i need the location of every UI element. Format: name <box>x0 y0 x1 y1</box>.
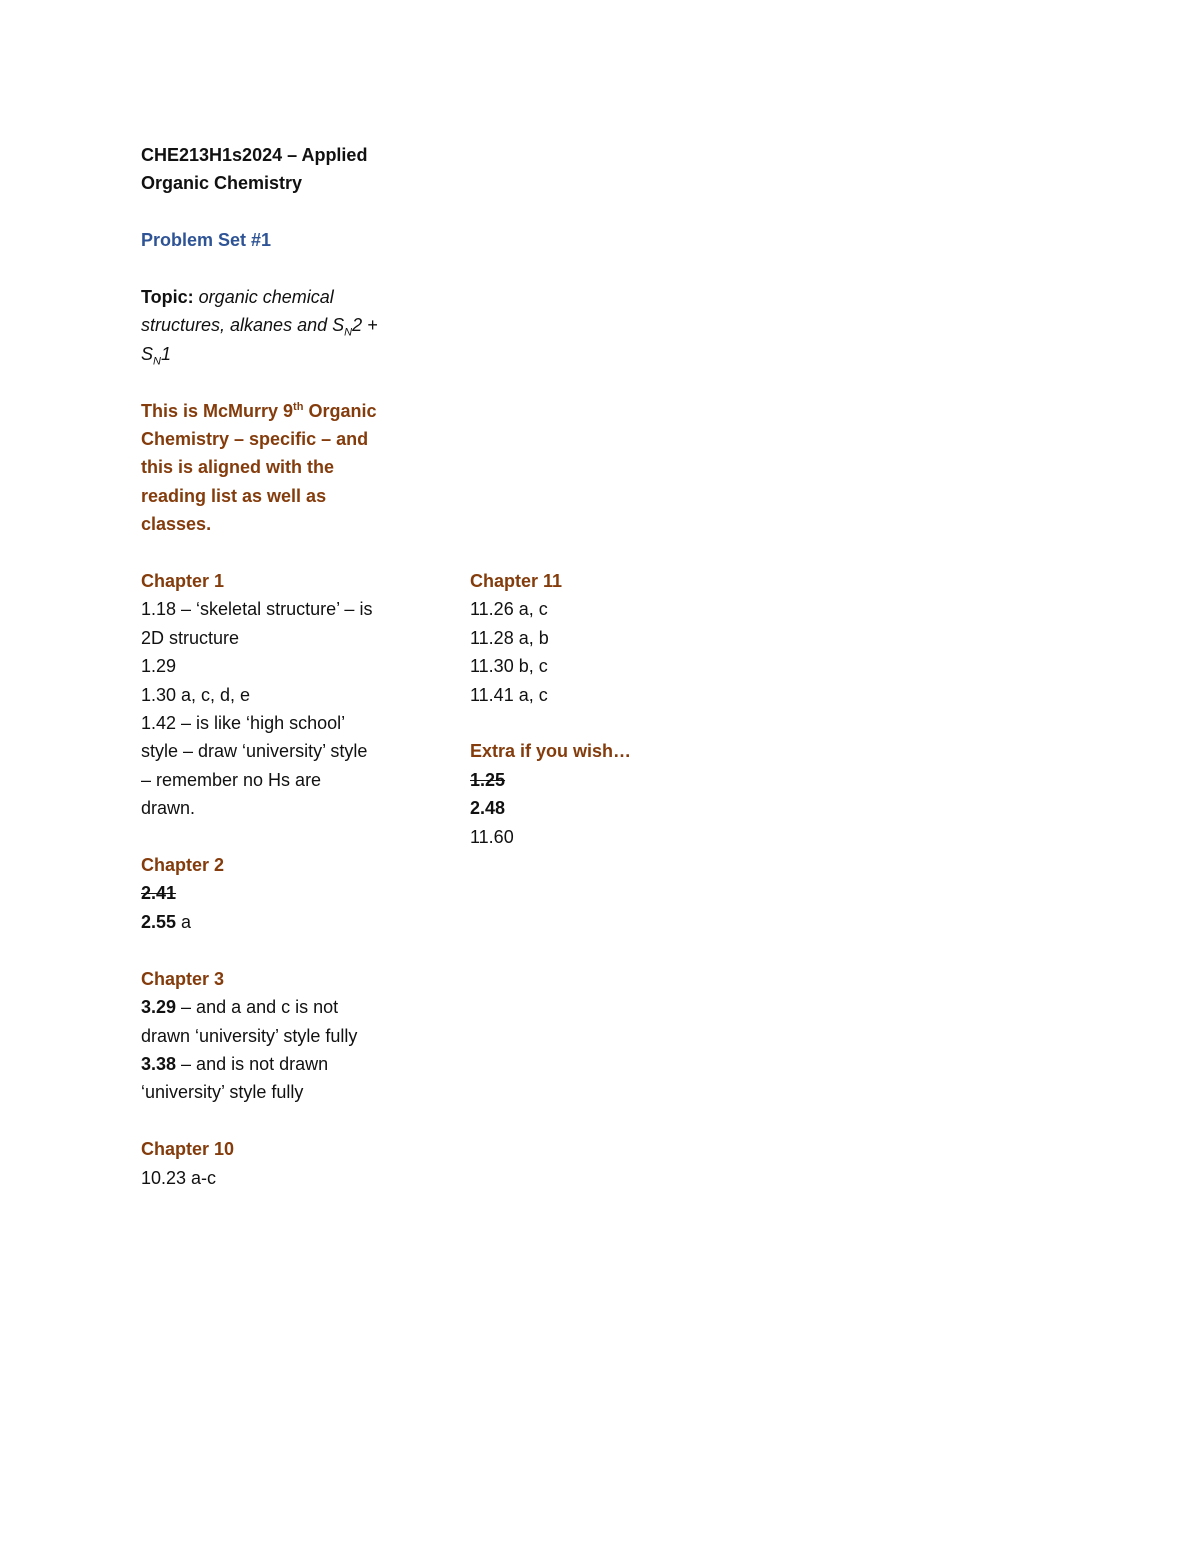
item-number: 3.29 <box>141 997 177 1018</box>
course-title-line-2: Organic Chemistry <box>141 173 303 194</box>
struck-item: 1.25 <box>470 769 506 790</box>
list-item: 11.28 a, b <box>470 627 549 648</box>
chapter-10-heading: Chapter 10 <box>141 1139 235 1160</box>
topic-sub-n-2: N <box>153 355 161 368</box>
textbook-note <box>141 397 421 539</box>
chapter-1-section <box>141 567 421 823</box>
chapter-2-section <box>141 851 421 936</box>
chapter-11-section <box>470 567 730 709</box>
list-item: 1.29 <box>141 656 177 677</box>
note-sup: th <box>293 400 304 413</box>
list-item: 2D structure <box>141 627 240 648</box>
list-item: 11.41 a, c <box>470 684 548 705</box>
note-line-4: reading list as well as <box>141 485 327 506</box>
list-item: 1.18 – ‘skeletal structure’ – is <box>141 599 373 620</box>
item-note: – and a and c is not <box>176 997 339 1018</box>
topic-sub-n-1: N <box>344 327 353 339</box>
problem-set-heading <box>141 226 421 254</box>
course-title <box>141 141 421 198</box>
topic-line-2-post: 2 + <box>352 315 378 336</box>
note-line-5: classes. <box>141 514 212 535</box>
note-line-1-post: Organic <box>303 400 377 421</box>
list-item: 1.30 a, c, d, e <box>141 684 251 705</box>
list-item: – remember no Hs are <box>141 769 322 790</box>
item-number: 2.55 <box>141 911 177 932</box>
topic-line-1: organic chemical <box>198 287 334 307</box>
item-number: 3.38 <box>141 1053 177 1074</box>
extra-section <box>470 737 730 851</box>
list-item: ‘university’ style fully <box>141 1082 304 1103</box>
chapter-3-section <box>141 965 421 1107</box>
list-item: drawn. <box>141 798 196 819</box>
list-item: 10.23 a-c <box>141 1167 217 1188</box>
note-line-2: Chemistry – specific – and <box>141 429 369 450</box>
topic-block <box>141 283 421 368</box>
topic-line-3-post: 1 <box>160 343 171 364</box>
chapter-1-heading: Chapter 1 <box>141 571 225 592</box>
problem-set-label: Problem Set #1 <box>141 230 272 251</box>
chapter-11-heading: Chapter 11 <box>470 571 563 591</box>
chapter-10-section <box>141 1135 421 1192</box>
list-item: 1.42 – is like ‘high school’ <box>141 713 346 734</box>
list-item: drawn ‘university’ style fully <box>141 1025 358 1046</box>
list-item: 11.60 <box>470 826 514 847</box>
list-item: style – draw ‘university’ style <box>141 741 368 762</box>
topic-label: Topic: <box>141 287 194 307</box>
list-item: 11.26 a, c <box>470 599 548 620</box>
topic-line-3-pre: S <box>141 343 154 364</box>
item-parts: a <box>176 911 192 932</box>
course-title-line-1: CHE213H1s2024 – Applied <box>141 145 368 165</box>
left-column <box>141 141 421 1220</box>
item-note: – and is not drawn <box>176 1053 329 1074</box>
note-line-1-pre: This is McMurry 9 <box>141 400 294 421</box>
topic-line-2-pre: structures, alkanes and S <box>141 315 345 336</box>
right-column <box>470 141 730 879</box>
extra-heading: Extra if you wish… <box>470 741 632 762</box>
chapter-3-heading: Chapter 3 <box>141 968 225 989</box>
chapter-2-heading: Chapter 2 <box>141 855 225 876</box>
list-item: 11.30 b, c <box>470 656 548 677</box>
struck-item: 2.41 <box>141 883 177 904</box>
list-item: 2.48 <box>470 798 506 819</box>
note-line-3: this is aligned with the <box>141 457 335 478</box>
